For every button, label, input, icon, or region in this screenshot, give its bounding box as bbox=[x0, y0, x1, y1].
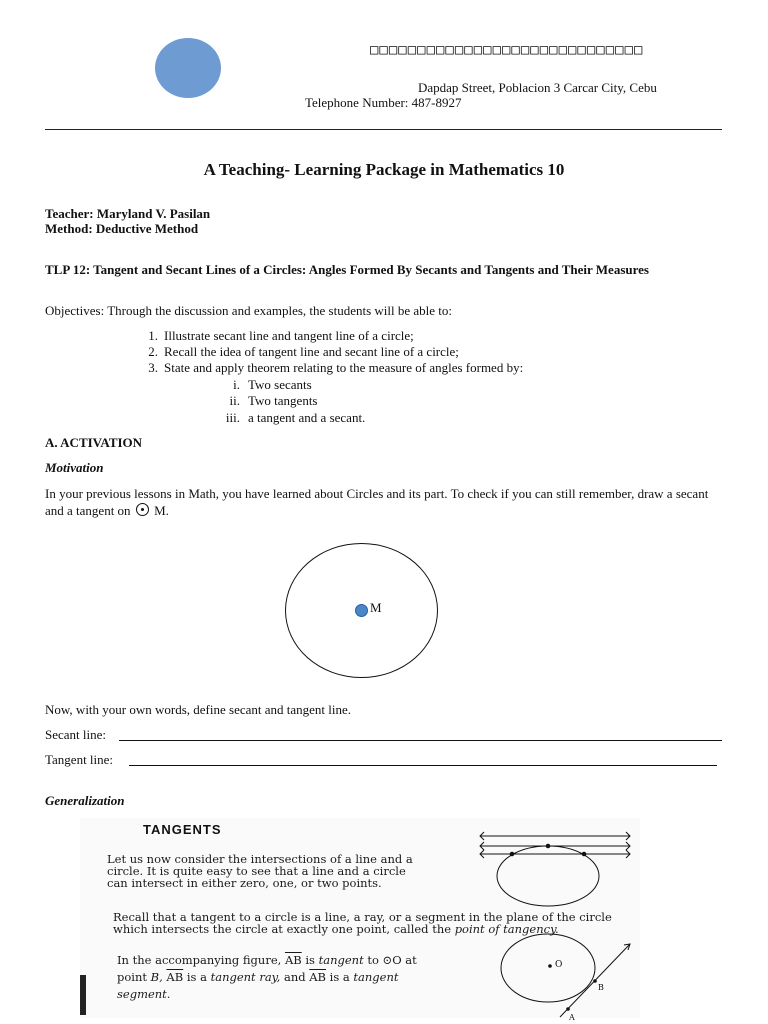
motivation-text bbox=[45, 485, 725, 519]
tangent-answer-row bbox=[45, 752, 113, 768]
point-b bbox=[593, 979, 597, 983]
objectives-intro: Objectives: Through the discussion and examples, the students will be able to: bbox=[45, 303, 453, 318]
segment-ab-label: $\overline{AB}$ bbox=[309, 970, 327, 984]
circle-center-point bbox=[355, 604, 368, 617]
objective-number: 3. bbox=[148, 360, 158, 375]
objective-text: Illustrate secant line and tangent line of a circle; bbox=[164, 328, 414, 343]
excerpt-paragraph-2-main: Recall that a tangent to a circle is a line, a ray, or a segment in the plane of the circle which intersects the circle at exactly one point, called the bbox=[113, 910, 612, 936]
sub-objective-item bbox=[218, 410, 365, 426]
tangent-label: Tangent line: bbox=[45, 752, 114, 767]
excerpt-paragraph-1: Let us now consider the intersections of a line and a circle. It is quite easy to see that a line and a circle can intersect in either zero, one, or two points. bbox=[107, 852, 413, 890]
center-o-point bbox=[548, 964, 552, 968]
sub-objective-number: ii. bbox=[229, 393, 240, 408]
segment-ab-label: $\overline{AB}$ bbox=[166, 970, 184, 984]
objective-item bbox=[136, 360, 523, 376]
motivation-text-end: M. bbox=[154, 503, 169, 518]
lines-circle-figure bbox=[470, 826, 640, 911]
school-name: □□□□□□□□□□□□□□□□□□□□□□□□□□□□□ bbox=[370, 42, 644, 58]
header-divider bbox=[45, 129, 722, 130]
sub-objective-text: a tangent and a secant. bbox=[248, 410, 366, 425]
school-address: Dapdap Street, Poblacion 3 Carcar City, Cebu bbox=[418, 80, 657, 95]
circle-center-label: M bbox=[370, 600, 382, 615]
circle-o bbox=[501, 934, 595, 1002]
generalization-heading: Generalization bbox=[45, 793, 125, 808]
define-prompt: Now, with your own words, define secant and tangent line. bbox=[45, 702, 352, 717]
sub-objective-text: Two tangents bbox=[248, 393, 318, 408]
secant-label: Secant line: bbox=[45, 727, 107, 742]
excerpt-heading: TANGENTS bbox=[143, 822, 222, 837]
tangent-figure bbox=[490, 932, 640, 1022]
method-line: Method: Deductive Method bbox=[45, 221, 199, 236]
motivation-text-main: In your previous lessons in Math, you have learned about Circles and its part. To check if you can still remember, draw a secant and a tangent on bbox=[45, 486, 709, 518]
label-a: A bbox=[569, 1013, 575, 1022]
intersection-point bbox=[510, 852, 514, 856]
excerpt-text: is bbox=[305, 953, 315, 967]
label-b: B bbox=[598, 983, 604, 992]
intersection-point bbox=[582, 852, 586, 856]
point-a bbox=[566, 1007, 570, 1011]
circle-symbol-icon bbox=[136, 503, 149, 516]
scan-edge-shadow bbox=[80, 975, 86, 1015]
objective-number: 1. bbox=[148, 328, 158, 343]
excerpt-paragraph-3 bbox=[117, 952, 429, 1003]
secant-answer-row bbox=[45, 727, 106, 743]
label-o: O bbox=[555, 960, 563, 970]
excerpt-text: to ⊙O at point bbox=[117, 953, 417, 984]
excerpt-point-of-tangency: point of tangency. bbox=[454, 922, 559, 936]
objective-item bbox=[136, 344, 459, 360]
excerpt-text: tangent segment. bbox=[117, 970, 399, 1001]
school-logo bbox=[155, 38, 221, 98]
objective-item bbox=[136, 328, 414, 344]
excerpt-text: and bbox=[283, 970, 306, 984]
objective-text: State and apply theorem relating to the measure of angles formed by: bbox=[164, 360, 524, 375]
document-title: A Teaching- Learning Package in Mathematics 10 bbox=[203, 160, 565, 179]
sub-objective-text: Two secants bbox=[248, 377, 312, 392]
teacher-line: Teacher: Maryland V. Pasilan bbox=[45, 206, 211, 221]
motivation-heading: Motivation bbox=[45, 460, 104, 475]
school-telephone: Telephone Number: 487-8927 bbox=[305, 95, 462, 110]
excerpt-text: tangent bbox=[318, 953, 364, 967]
activation-heading: A. ACTIVATION bbox=[45, 435, 143, 450]
excerpt-text: In the accompanying figure, bbox=[117, 953, 282, 967]
sub-objective-number: iii. bbox=[225, 410, 240, 425]
excerpt-text: B, bbox=[150, 970, 163, 984]
sub-objective-number: i. bbox=[233, 377, 240, 392]
sub-objective-item bbox=[218, 393, 318, 409]
objective-text: Recall the idea of tangent line and secant line of a circle; bbox=[164, 344, 459, 359]
excerpt-text: is a bbox=[329, 970, 350, 984]
segment-ab-label: $\overline{AB}$ bbox=[284, 953, 302, 967]
tangent-point bbox=[546, 844, 550, 848]
sub-objective-item bbox=[218, 377, 312, 393]
tangent-answer-line[interactable] bbox=[129, 765, 717, 766]
tlp-title: TLP 12: Tangent and Secant Lines of a Circles: Angles Formed By Secants and Tangents and Their Measures bbox=[45, 262, 649, 277]
objective-number: 2. bbox=[148, 344, 158, 359]
excerpt-text: tangent ray, bbox=[210, 970, 281, 984]
excerpt-text: is a bbox=[186, 970, 207, 984]
secant-answer-line[interactable] bbox=[119, 740, 722, 741]
